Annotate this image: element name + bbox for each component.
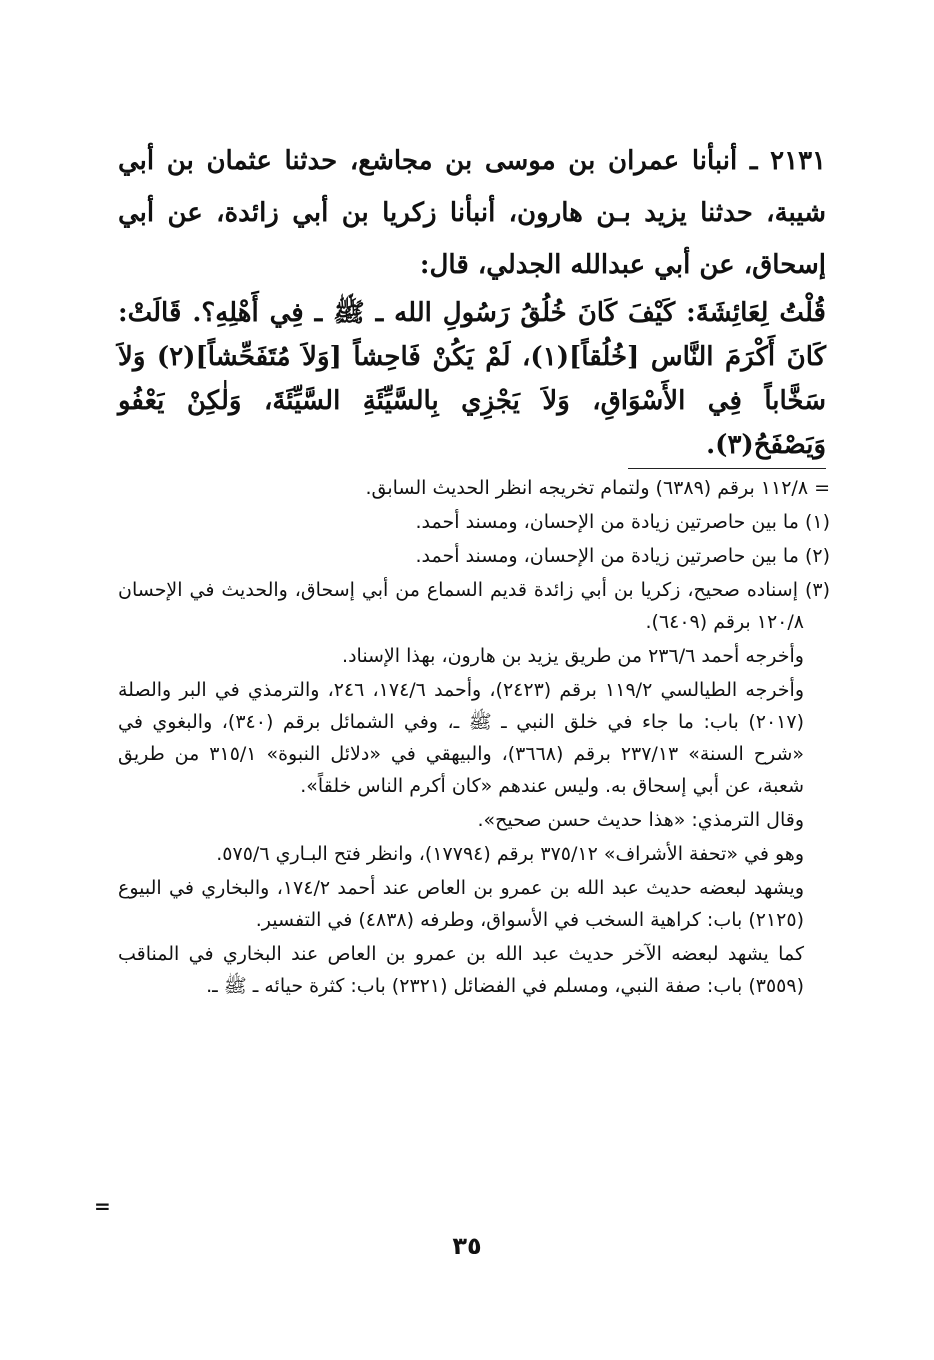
footnote-2: (٢) ما بين حاصرتين زيادة من الإحسان، ومسند أحمد. xyxy=(415,545,830,567)
footnote-paragraph: وقال الترمذي: «هذا حديث حسن صحيح». xyxy=(477,809,804,831)
hadith-matn: قُلْتُ لِعَائِشَةَ: كَيْفَ كَانَ خُلُقُ رَسُولِ الله ـ ﷺ ـ فِي أَهْلِهِ؟. قَالَتْ: كَانَ أَكْرَمَ النَّاس [خُلُقاً](١)، لَمْ يَكُنْ فَاحِشاً [وَلاَ مُتَفَحِّشاً](٢) وَلاَ سَخَّاباً فِي الأَسْوَاقِ، وَلاَ يَجْزِي بِالسَّيِّئَةِ السَّيِّئَةَ، وَلٰكِنْ يَعْفُو وَيَصْفَحُ(٣). xyxy=(118,298,826,460)
footnote-separator xyxy=(628,468,826,469)
hadith-block xyxy=(118,135,826,467)
footnote-paragraph: وأخرجه الطيالسي ١١٩/٢ برقم (٢٤٢٣)، وأحمد ١٧٤/٦، ٢٤٦، والترمذي في البر والصلة (٢٠١٧) باب: ما جاء في خلق النبي ـ ﷺ ـ، وفي الشمائل برقم (٣٤٠)، والبغوي في «شرح السنة» ٢٣٧/١٣ برقم (٣٦٦٨)، والبيهقي في «دلائل النبوة» ٣١٥/١ من طريق شعبة، عن أبي إسحاق به. وليس عندهم «كان أكرم الناس خلقاً». xyxy=(118,679,804,797)
footnote-paragraph: وهو في «تحفة الأشراف» ٣٧٥/١٢ برقم (١٧٧٩٤)، وانظر فتح البـاري ٥٧٥/٦. xyxy=(216,843,804,865)
footnote-1: (١) ما بين حاصرتين زيادة من الإحسان، ومسند أحمد. xyxy=(415,511,830,533)
footnote-paragraph: وأخرجه أحمد ٢٣٦/٦ من طريق يزيد بن هارون، بهذا الإسناد. xyxy=(342,645,804,667)
page-number: ٣٥ xyxy=(452,1232,482,1260)
footnotes xyxy=(118,472,830,1004)
footnote-paragraph: ويشهد لبعضه حديث عبد الله بن عمرو بن العاص عند أحمد ١٧٤/٢، والبخاري في البيوع (٢١٢٥) باب: كراهية السخب في الأسواق، وطرفه (٤٨٣٨) في التفسير. xyxy=(118,877,804,931)
footnote-paragraph: كما يشهد لبعضه الآخر حديث عبد الله بن عمرو بن العاص عند البخاري في المناقب (٣٥٥٩) باب: صفة النبي، ومسلم في الفضائل (٢٣٢١) باب: كثرة حيائه ـ ﷺ ـ. xyxy=(118,943,804,997)
hadith-isnad: ٢١٣١ ـ أنبأنا عمران بن موسى بن مجاشع، حدثنا عثمان بن أبي شيبة، حدثنا يزيد بـن هارون، أنبأنا زكريا بن أبي زائدة، عن أبي إسحاق، عن أبي عبدالله الجدلي، قال: xyxy=(118,146,826,280)
footnote-3: (٣) إسناده صحيح، زكريا بن أبي زائدة قديم السماع من أبي إسحاق، والحديث في الإحسان ١٢٠/٨ برقم (٦٤٠٩). xyxy=(118,579,830,633)
continuation-mark: = xyxy=(94,1194,111,1218)
footnote-continuation: = ١١٢/٨ برقم (٦٣٨٩) ولتمام تخريجه انظر الحديث السابق. xyxy=(365,477,830,499)
